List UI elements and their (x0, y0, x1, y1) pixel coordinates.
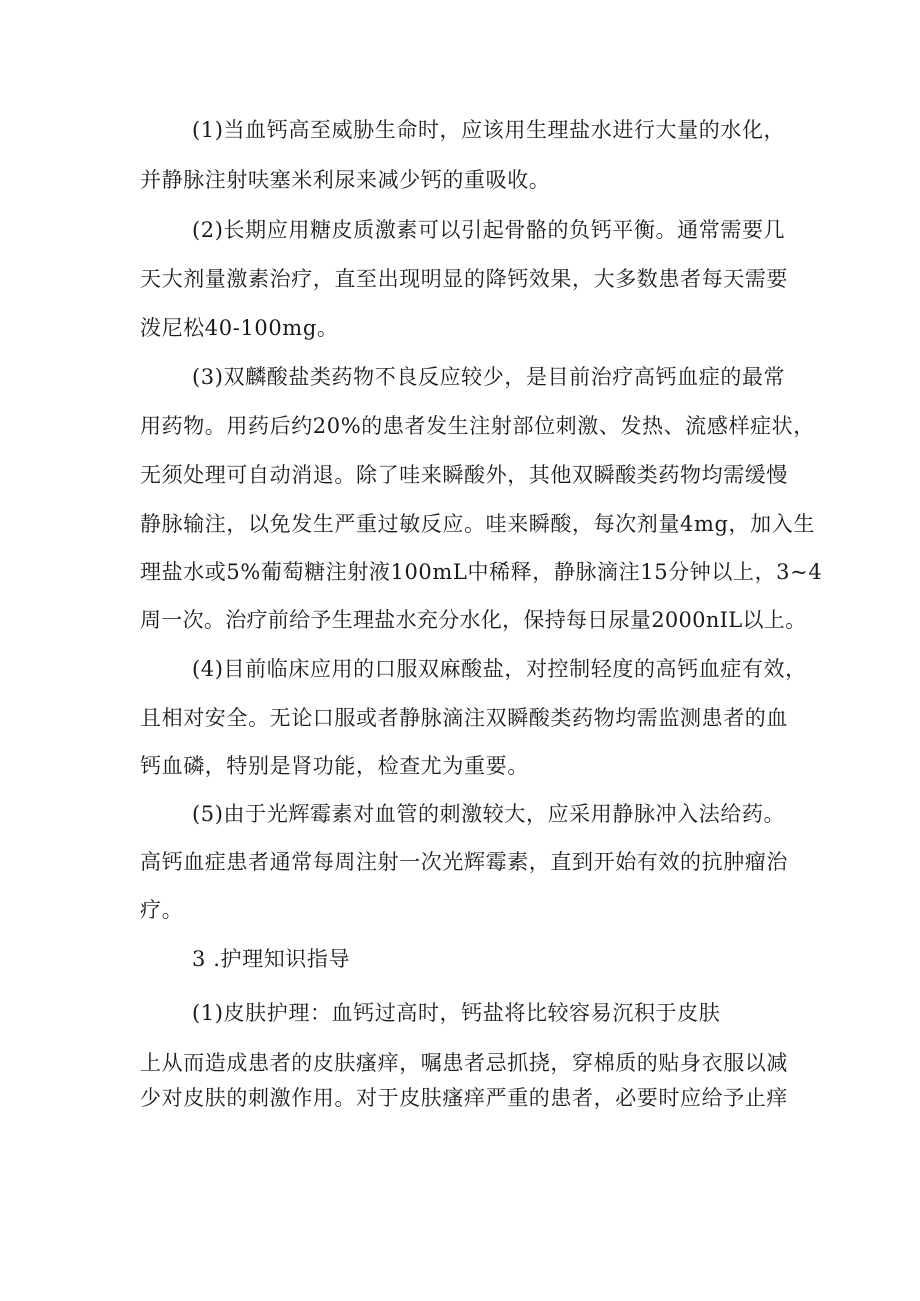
text-line: 并静脉注射呋塞米利尿来减少钙的重吸收。 (140, 168, 551, 192)
text-line: 疗。 (140, 898, 184, 922)
text-line: 上从而造成患者的皮肤瘙痒，嘱患者忌抓挠，穿棉质的贴身衣服以减 (140, 1051, 788, 1075)
text-line: 少对皮肤的刺激作用。对于皮肤瘙痒严重的患者，必要时应给予止痒 (140, 1086, 788, 1110)
text-line: (5)由于光辉霉素对血管的刺激较大，应采用静脉冲入法给药。 (192, 802, 786, 826)
section-heading: 3 .护理知识指导 (192, 947, 351, 971)
text-line: (4)目前临床应用的口服双麻酸盐，对控制轻度的高钙血症有效， (192, 657, 807, 681)
text-line: 泼尼松40-100mg。 (140, 316, 339, 340)
text-line: 钙血磷，特别是肾功能，检查尤为重要。 (140, 754, 529, 778)
text-line: (1)当血钙高至威胁生命时，应该用生理盐水进行大量的水化， (192, 118, 786, 142)
text-line: 无须处理可自动消退。除了哇来瞬酸外，其他双瞬酸类药物均需缓慢 (140, 463, 788, 487)
text-line: (1)皮肤护理：血钙过高时，钙盐将比较容易沉积于皮肤 (192, 1001, 721, 1025)
text-line: (2)长期应用糖皮质激素可以引起骨骼的负钙平衡。通常需要几 (192, 218, 786, 242)
text-line: (3)双麟酸盐类药物不良反应较少，是目前治疗高钙血症的最常 (192, 365, 786, 389)
text-line: 且相对安全。无论口服或者静脉滴注双瞬酸类药物均需监测患者的血 (140, 706, 788, 730)
text-line: 静脉输注，以免发生严重过敏反应。哇来瞬酸，每次剂量4mg，加入生 (140, 512, 815, 536)
text-line: 用药物。用药后约20%的患者发生注射部位刺激、发热、流感样症状， (140, 414, 815, 438)
text-line: 天大剂量激素治疗，直至出现明显的降钙效果，大多数患者每天需要 (140, 267, 788, 291)
text-line: 理盐水或5%葡萄糖注射液100mL中稀释，静脉滴注15分钟以上，3~4 (140, 560, 823, 584)
text-line: 周一次。治疗前给予生理盐水充分水化，保持每日尿量2000nIL以上。 (140, 608, 807, 632)
text-line: 高钙血症患者通常每周注射一次光辉霉素，直到开始有效的抗肿瘤治 (140, 850, 788, 874)
